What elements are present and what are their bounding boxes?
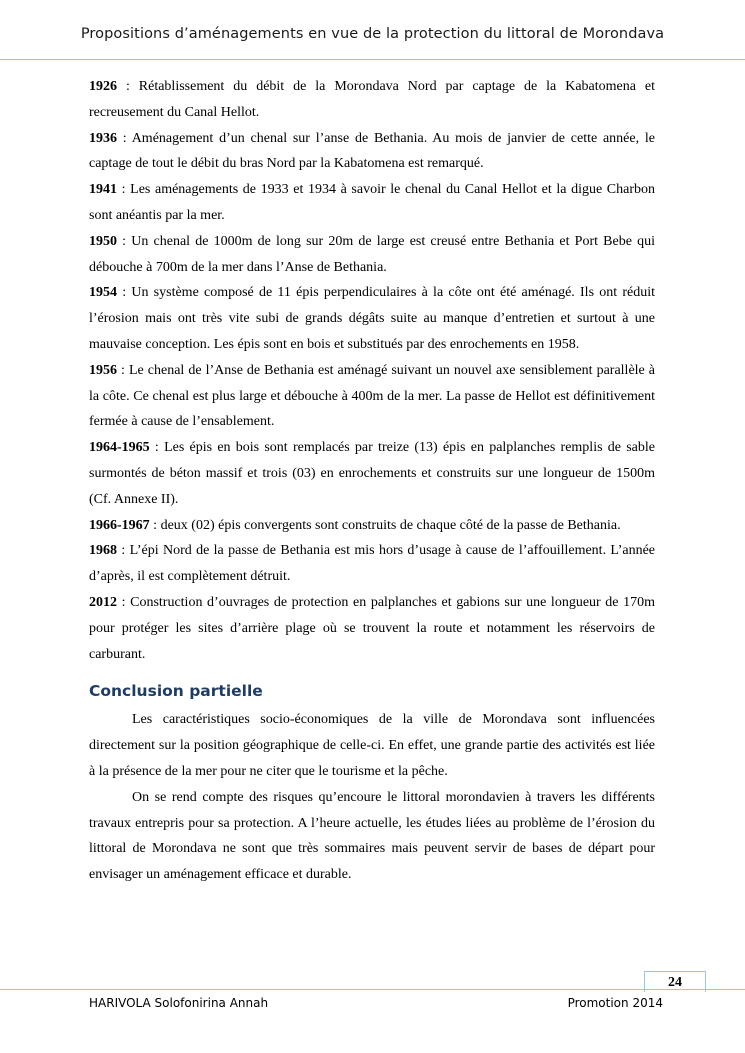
section-heading-conclusion: Conclusion partielle	[89, 682, 263, 701]
footer-author: HARIVOLA Solofonirina Annah	[89, 996, 269, 1010]
entry-year: 1936	[89, 130, 117, 146]
entry-year: 1950	[89, 233, 117, 249]
page-body	[89, 74, 655, 888]
chronology-entry	[89, 229, 655, 281]
entry-text: Construction d’ouvrages de protection en palplanches et gabions sur une longueur de 170m pour protéger les sites d’arrière plage où se trouvent la route et notamment les réservoirs de carburant.	[89, 594, 656, 662]
entry-separator: :	[117, 594, 131, 610]
footer-promotion: Promotion 2014	[567, 996, 663, 1010]
entry-separator: :	[117, 362, 129, 378]
entry-text: Un chenal de 1000m de long sur 20m de large est creusé entre Bethania et Port Bebe qui débouche à 700m de la mer dans l’Anse de Bethania.	[89, 233, 656, 275]
entry-separator: :	[149, 440, 165, 456]
entry-year: 1968	[89, 543, 117, 559]
chronology-entry	[89, 74, 655, 126]
entry-year: 1941	[89, 182, 117, 198]
entry-text: Les épis en bois sont remplacés par treize (13) épis en palplanches remplis de sable surmontés de béton massif et trois (03) en enrochements et construits sur une longueur de 1500m (Cf. Annexe II).	[89, 440, 655, 507]
entry-text: Un système composé de 11 épis perpendiculaires à la côte ont été aménagé. Ils ont réduit l’érosion mais ont très vite subi de grands dégâts suite au manque d’entretien et surtout à une mauvaise conception. Les épis sont en bois et substitués par des enrochements en 1958.	[89, 285, 656, 352]
entry-year: 2012	[89, 594, 117, 610]
entry-separator: :	[117, 233, 132, 249]
entry-year: 1964-1965	[89, 440, 150, 456]
chronology-entry	[89, 358, 655, 435]
entry-separator: :	[117, 79, 139, 94]
page-number: 24	[644, 971, 706, 992]
entry-year: 1926	[89, 79, 117, 94]
entry-text: Les aménagements de 1933 et 1934 à savoir le chenal du Canal Hellot et la digue Charbon sont anéantis par la mer.	[89, 182, 656, 223]
entry-separator: :	[117, 285, 132, 301]
entry-separator: :	[117, 182, 131, 198]
chronology-entry	[89, 513, 655, 539]
entry-text: Rétablissement du débit de la Morondava Nord par captage de la Kabatomena et recreusement du Canal Hellot.	[89, 79, 656, 120]
entry-year: 1956	[89, 362, 117, 378]
entry-text: L’épi Nord de la passe de Bethania est mis hors d’usage à cause de l’affouillement. L’année d’après, il est complètement détruit.	[89, 543, 655, 585]
conclusion-paragraph: On se rend compte des risques qu’encoure le littoral morondavien à travers les différents travaux entrepris pour sa protection. A l’heure actuelle, les études liées au problème de l’érosion du littoral de Morondava ne sont que très sommaires mais peuvent servir de bases de départ pour envisager un aménagement efficace et durable.	[89, 789, 655, 883]
entry-year: 1966-1967	[89, 517, 150, 533]
entry-year: 1954	[89, 285, 117, 301]
chronology-entry	[89, 126, 655, 178]
chronology-entry	[89, 538, 655, 590]
chronology-entry	[89, 435, 655, 512]
entry-text: Aménagement d’un chenal sur l’anse de Bethania. Au mois de janvier de cette année, le captage de tout le débit du bras Nord par la Kabatomena est remarqué.	[89, 130, 655, 172]
entry-separator: :	[117, 130, 132, 146]
entry-separator: :	[149, 517, 161, 533]
page-header-title: Propositions d’aménagements en vue de la protection du littoral de Morondava	[80, 26, 665, 42]
chronology-entry	[89, 280, 655, 357]
entry-text: deux (02) épis convergents sont construits de chaque côté de la passe de Bethania.	[160, 517, 621, 533]
conclusion-paragraph: Les caractéristiques socio-économiques de la ville de Morondava sont influencées directement sur la position géographique de celle-ci. En effet, une grande partie des activités est liée à la présence de la mer pour ne citer que le tourisme et la pêche.	[89, 712, 655, 779]
chronology-entry	[89, 177, 655, 229]
footer-divider	[0, 989, 745, 990]
header-divider	[0, 59, 745, 60]
entry-separator: :	[117, 543, 130, 559]
entry-text: Le chenal de l’Anse de Bethania est aménagé suivant un nouvel axe sensiblement parallèle à la côte. Ce chenal est plus large et débouche à 400m de la mer. La passe de Hellot est définitivement fermée à cause de l’ensablement.	[89, 362, 656, 430]
chronology-entry	[89, 590, 655, 667]
